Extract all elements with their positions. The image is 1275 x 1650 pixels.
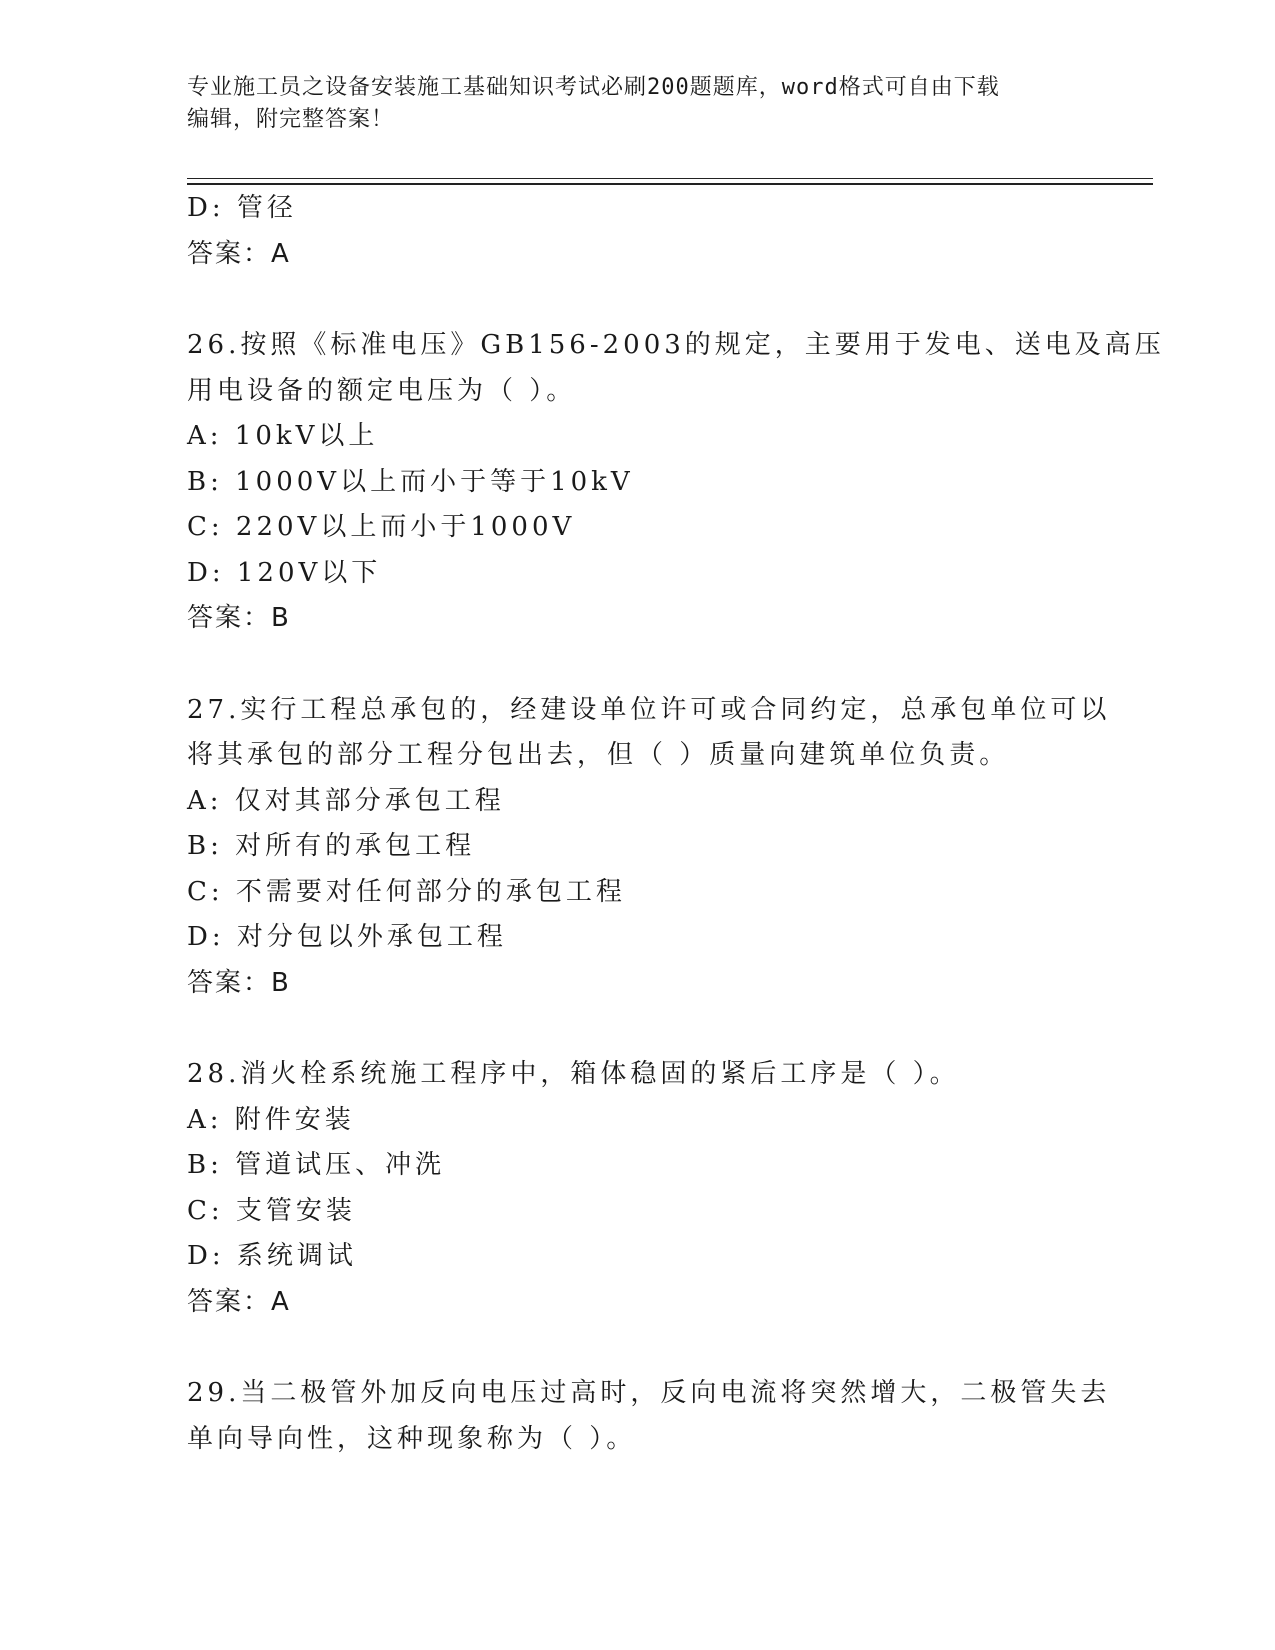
option-d: D: 对分包以外承包工程	[187, 922, 507, 952]
question-stem: 用电设备的额定电压为（ ）。	[187, 375, 577, 406]
question-stem: 29.当二极管外加反向电压过高时，反向电流将突然增大，二极管失去	[187, 1378, 1111, 1408]
option-a: A: 附件安装	[187, 1104, 355, 1135]
option-a: A: 10kV以上	[187, 421, 379, 451]
question-26	[187, 323, 1165, 642]
question-27	[187, 688, 1111, 1007]
option-b: B: 对所有的承包工程	[187, 831, 476, 861]
option-b: B: 1000V以上而小于等于10kV	[187, 466, 634, 497]
option-d: D: 管径	[187, 193, 297, 223]
question-28	[187, 1052, 1087, 1325]
option-c: C: 不需要对任何部分的承包工程	[187, 876, 626, 907]
document-header	[187, 72, 1067, 136]
option-c: C: 支管安装	[187, 1195, 356, 1226]
answer-line: 答案：B	[187, 603, 291, 633]
question-25-tail	[187, 186, 1087, 277]
answer-line: 答案：A	[187, 1286, 291, 1317]
answer-line: 答案：A	[187, 238, 291, 269]
option-c: C: 220V以上而小于1000V	[187, 512, 576, 542]
question-29	[187, 1371, 1111, 1462]
question-stem: 将其承包的部分工程分包出去，但（ ）质量向建筑单位负责。	[187, 740, 1010, 770]
option-d: D: 系统调试	[187, 1241, 357, 1271]
option-b: B: 管道试压、冲洗	[187, 1150, 446, 1180]
question-stem: 28.消火栓系统施工程序中，箱体稳固的紧后工序是（ ）。	[187, 1059, 960, 1089]
question-stem: 26.按照《标准电压》GB156-2003的规定，主要用于发电、送电及高压	[187, 330, 1165, 360]
question-list	[187, 186, 1165, 1462]
header-divider-thick	[187, 183, 1153, 185]
header-line-2: 编辑，附完整答案！	[187, 107, 395, 132]
option-a: A: 仅对其部分承包工程	[187, 785, 505, 816]
header-divider-thin	[187, 178, 1153, 179]
question-stem: 27.实行工程总承包的，经建设单位许可或合同约定，总承包单位可以	[187, 694, 1111, 725]
option-d: D: 120V以下	[187, 557, 382, 588]
question-stem: 单向导向性，这种现象称为（ ）。	[187, 1423, 637, 1454]
answer-line: 答案：B	[187, 967, 291, 998]
header-line-1: 专业施工员之设备安装施工基础知识考试必刷200题题库，word格式可自由下载	[187, 75, 1000, 100]
